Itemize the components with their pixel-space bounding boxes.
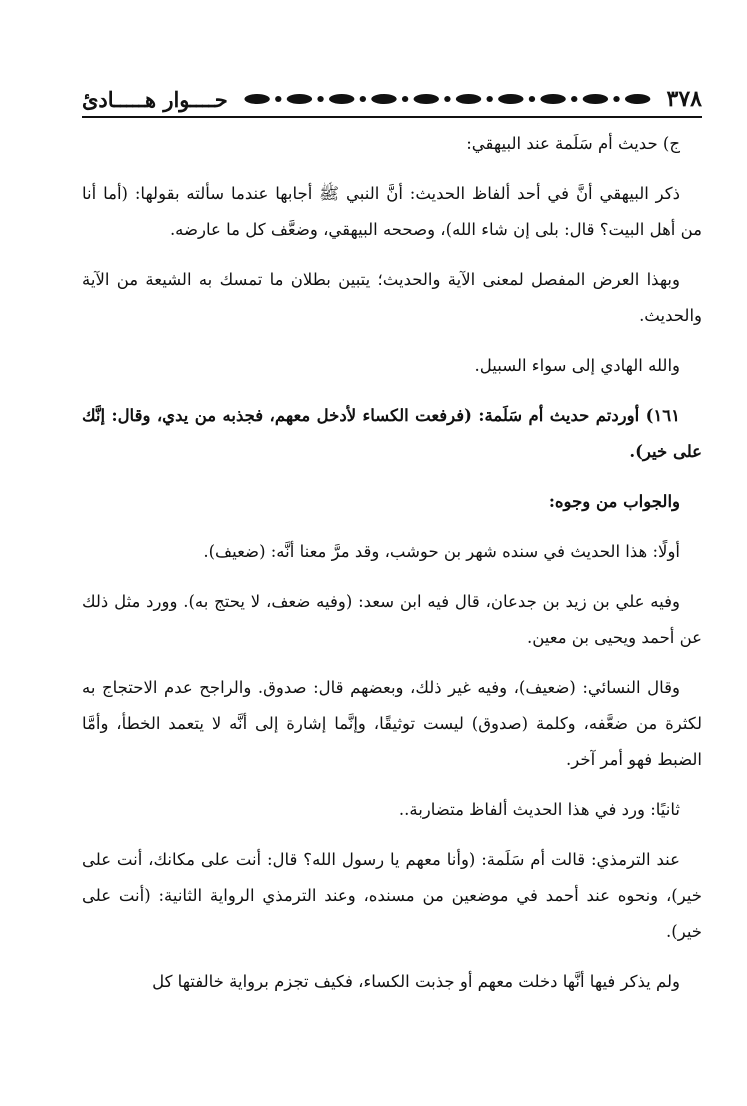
paragraph: ثانيًا: ورد في هذا الحديث ألفاظ متضاربة..: [398, 800, 680, 819]
paragraph: والله الهادي إلى سواء السبيل.: [474, 356, 680, 375]
paragraph: ولم يذكر فيها أنَّها دخلت معهم أو جذبت الكساء، فكيف تجزم برواية خالفتها كل: [152, 972, 680, 991]
paragraph: وفيه علي بن زيد بن جدعان، قال فيه ابن سعد: (وفيه ضعف، لا يحتج به). وورد مثل ذلك عن أحمد ويحيى بن معين.: [82, 592, 702, 647]
paragraph: أولًا: هذا الحديث في سنده شهر بن حوشب، وقد مرَّ معنا أنَّه: (ضعيف).: [203, 542, 680, 561]
page-number: ٣٧٨: [666, 86, 702, 112]
running-title: حــــوار هـــــادئ: [82, 86, 228, 112]
paragraph: ١٦١) أوردتم حديث أم سَلَمة: (فرفعت الكساء لأدخل معهم، فجذبه من يدي، وقال: إنَّك على خير).: [82, 406, 702, 461]
paragraph: ذكر البيهقي أنَّ في أحد ألفاظ الحديث: أنَّ النبي ﷺ أجابها عندما سألته بقولها: (أما أنا من أهل البيت؟ قال: بلى إن شاء الله)، وصححه البيهقي، وضعَّف كل ما عارضه.: [82, 184, 702, 239]
paragraph: عند الترمذي: قالت أم سَلَمة: (وأنا معهم يا رسول الله؟ قال: أنت على مكانك، أنت على خير)، ونحوه عند أحمد في موضعين من مسنده، وعند الترمذي الرواية الثانية: (أنت على خير).: [82, 850, 702, 941]
body-text: [82, 126, 702, 1014]
header-rule: [82, 116, 702, 118]
page-header: [82, 82, 702, 116]
ornament-divider: [236, 89, 659, 109]
paragraph: وقال النسائي: (ضعيف)، وفيه غير ذلك، وبعضهم قال: صدوق. والراجح عدم الاحتجاج به لكثرة من ضعَّفه، وكلمة (صدوق) ليست توثيقًا، وإنَّما إشارة إلى أنَّه لا يتعمد الخطأ، وأمَّا الضبط فهو أمر آخر.: [82, 678, 702, 769]
paragraph: وبهذا العرض المفصل لمعنى الآية والحديث؛ يتبين بطلان ما تمسك به الشيعة من الآية والحديث.: [82, 270, 702, 325]
paragraph: والجواب من وجوه:: [548, 492, 680, 511]
paragraph: ج) حديث أم سَلَمة عند البيهقي:: [466, 134, 680, 153]
